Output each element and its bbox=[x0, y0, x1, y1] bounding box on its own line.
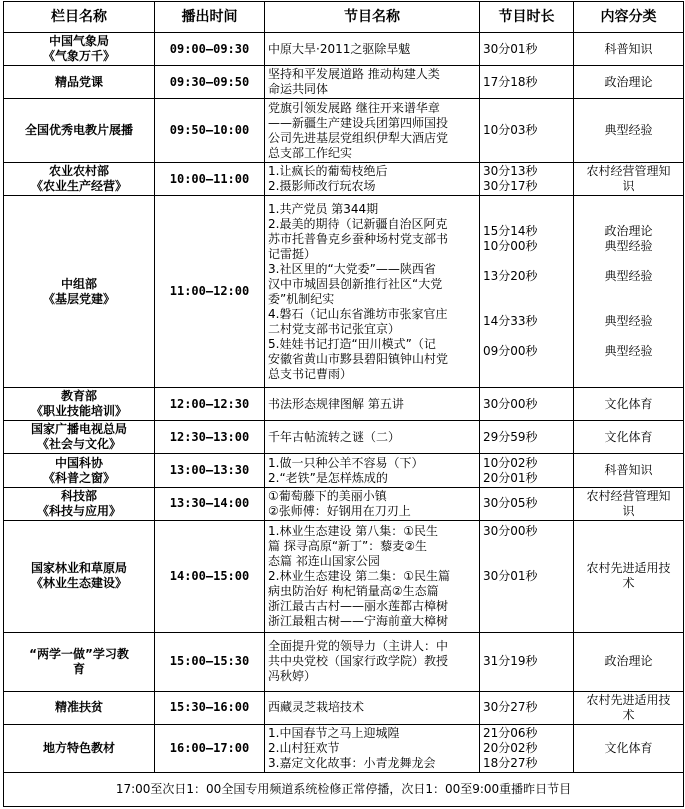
cell-line: 中国科协 bbox=[54, 455, 103, 470]
cell-line: 1.让疯长的葡萄枝绝后 bbox=[268, 164, 388, 179]
cell-line: 苏市托普鲁克乡蚕种场村党支部书 bbox=[268, 231, 449, 246]
cell-column-name bbox=[4, 196, 155, 388]
cell-air-time bbox=[155, 163, 265, 196]
cell-line: 冯秋婷） bbox=[268, 669, 317, 684]
cell-line: 共中央党校（国家行政学院）教授 bbox=[268, 654, 449, 669]
cell-line: 中原大旱·2011之驱除旱魃 bbox=[268, 41, 411, 56]
cell-line: 2.林业生态建设 第二集：①民生篇 bbox=[268, 568, 451, 583]
cell-line: ——新疆生产建设兵团第四师国投 bbox=[268, 115, 449, 130]
cell-line: 典型经验 bbox=[604, 344, 653, 359]
cell-duration bbox=[480, 454, 574, 487]
cell-line: 典型经验 bbox=[604, 123, 653, 138]
cell-line: 09:00—09:30 bbox=[169, 41, 250, 56]
cell-line: 31分19秒 bbox=[483, 654, 538, 669]
cell-line bbox=[577, 254, 680, 269]
cell-column-name bbox=[4, 66, 155, 99]
cell-line: 3.嘉定文化故事：小青龙舞龙会 bbox=[268, 755, 436, 770]
table-row bbox=[4, 487, 684, 520]
cell-duration bbox=[480, 33, 574, 66]
cell-line: 教育部 bbox=[60, 389, 97, 404]
cell-line bbox=[577, 299, 680, 314]
cell-line: 2.最美的期待（记新疆自治区阿克 bbox=[268, 216, 448, 231]
cell-duration bbox=[480, 724, 574, 772]
cell-duration bbox=[480, 421, 574, 454]
cell-line: 文化体育 bbox=[604, 740, 653, 755]
cell-air-time bbox=[155, 388, 265, 421]
cell-column-name bbox=[4, 421, 155, 454]
cell-air-time bbox=[155, 66, 265, 99]
cell-line: 西藏灵芝栽培技术 bbox=[268, 700, 365, 715]
cell-line: 2.山村狂欢节 bbox=[268, 740, 340, 755]
cell-line: 书法形态规律图解 第五讲 bbox=[268, 396, 404, 411]
cell-program-name bbox=[265, 33, 480, 66]
cell-line: 20分01秒 bbox=[483, 470, 538, 485]
cell-category bbox=[574, 691, 684, 724]
cell-line: 坚持和平发展道路 推动构建人类 bbox=[268, 67, 440, 82]
cell-program-name bbox=[265, 196, 480, 388]
cell-line bbox=[483, 299, 570, 314]
cell-program-name bbox=[265, 632, 480, 691]
cell-line: 全面提升党的领导力（主讲人：中 bbox=[268, 639, 449, 654]
cell-air-time bbox=[155, 99, 265, 163]
cell-air-time bbox=[155, 33, 265, 66]
cell-category bbox=[574, 66, 684, 99]
cell-line: 农村经营管理知 bbox=[586, 164, 671, 179]
cell-duration bbox=[480, 99, 574, 163]
cell-air-time bbox=[155, 632, 265, 691]
cell-line: 17分18秒 bbox=[483, 74, 538, 89]
cell-program-name bbox=[265, 163, 480, 196]
cell-line bbox=[483, 584, 570, 599]
cell-line: 30分00秒 bbox=[483, 396, 538, 411]
cell-line: 《基层党建》 bbox=[42, 291, 115, 306]
cell-line: 29分59秒 bbox=[483, 429, 538, 444]
cell-line: ①葡萄藤下的美丽小镇 bbox=[268, 488, 387, 503]
cell-line: 20分02秒 bbox=[483, 740, 538, 755]
cell-line: 13:00—13:30 bbox=[169, 463, 250, 477]
cell-line: 政治理论 bbox=[604, 224, 653, 239]
cell-duration bbox=[480, 66, 574, 99]
cell-duration bbox=[480, 196, 574, 388]
table-row bbox=[4, 66, 684, 99]
cell-duration bbox=[480, 487, 574, 520]
table-row bbox=[4, 99, 684, 163]
cell-line: 病虫防治好 枸杞销量高②生态篇 bbox=[268, 583, 439, 598]
cell-line: 5.娃娃书记打造“田川模式”（记 bbox=[268, 336, 436, 351]
cell-line: 《农业生产经营》 bbox=[30, 179, 127, 194]
cell-line: 13:30—14:00 bbox=[169, 496, 250, 511]
cell-line: 1.共产党员 第344期 bbox=[268, 201, 379, 216]
cell-line: 30分01秒 bbox=[483, 568, 538, 583]
table-row bbox=[4, 724, 684, 772]
cell-program-name bbox=[265, 520, 480, 632]
cell-category bbox=[574, 163, 684, 196]
cell-line: 总支书记曹雨） bbox=[268, 366, 353, 381]
cell-duration bbox=[480, 632, 574, 691]
cell-program-name bbox=[265, 388, 480, 421]
cell-line: 《职业技能培训》 bbox=[30, 404, 127, 419]
table-row bbox=[4, 632, 684, 691]
cell-line: 典型经验 bbox=[604, 314, 653, 329]
cell-line: 30分00秒 bbox=[483, 523, 538, 538]
cell-line bbox=[483, 614, 570, 629]
cell-line: 09:50—10:00 bbox=[169, 123, 250, 138]
cell-line: 农村先进适用技 bbox=[586, 692, 671, 707]
cell-air-time bbox=[155, 421, 265, 454]
table-row bbox=[4, 196, 684, 388]
cell-line: 14分33秒 bbox=[483, 314, 538, 329]
footer-row bbox=[4, 773, 684, 807]
cell-line: 13分20秒 bbox=[483, 269, 538, 284]
cell-line: 10分03秒 bbox=[483, 123, 538, 138]
cell-line: 《社会与文化》 bbox=[36, 437, 121, 452]
cell-line: 典型经验 bbox=[604, 269, 653, 284]
cell-category bbox=[574, 388, 684, 421]
header-air-time: 播出时间 bbox=[155, 2, 265, 33]
cell-line bbox=[483, 329, 570, 344]
cell-column-name bbox=[4, 163, 155, 196]
cell-line: 30分05秒 bbox=[483, 496, 538, 511]
cell-line bbox=[483, 539, 570, 554]
cell-line: 文化体育 bbox=[604, 396, 653, 411]
cell-column-name bbox=[4, 388, 155, 421]
cell-line: 委”机制纪实 bbox=[268, 291, 335, 306]
cell-category bbox=[574, 454, 684, 487]
cell-line: 《气象万千》 bbox=[42, 49, 115, 64]
cell-duration bbox=[480, 520, 574, 632]
cell-column-name bbox=[4, 724, 155, 772]
cell-line: 10分00秒 bbox=[483, 239, 538, 254]
cell-line bbox=[577, 284, 680, 299]
cell-line: 浙江最粗古树——宁海前童大樟树 bbox=[268, 613, 449, 628]
cell-line bbox=[483, 599, 570, 614]
table-row bbox=[4, 163, 684, 196]
cell-line: 典型经验 bbox=[604, 239, 653, 254]
cell-category bbox=[574, 632, 684, 691]
cell-line: 16:00—17:00 bbox=[169, 740, 250, 755]
cell-line: 农村经营管理知 bbox=[586, 488, 671, 503]
cell-line: 记雷挺） bbox=[268, 246, 317, 261]
cell-line: 国家林业和草原局 bbox=[30, 561, 127, 576]
cell-line: 12:30—13:00 bbox=[169, 429, 250, 444]
cell-line bbox=[483, 284, 570, 299]
table-row bbox=[4, 33, 684, 66]
cell-line: 《科技与应用》 bbox=[36, 503, 121, 518]
cell-column-name bbox=[4, 33, 155, 66]
cell-line: 篇 探寻高原“新丁”：藜麦②生 bbox=[268, 538, 428, 553]
cell-category bbox=[574, 99, 684, 163]
schedule-table bbox=[3, 1, 684, 807]
cell-line: 政治理论 bbox=[604, 74, 653, 89]
cell-line: 态篇 祁连山国家公园 bbox=[268, 553, 380, 568]
header-column-name: 栏目名称 bbox=[4, 2, 155, 33]
cell-line: 10分02秒 bbox=[483, 455, 538, 470]
table-row bbox=[4, 388, 684, 421]
cell-line: 30分13秒 bbox=[483, 164, 538, 179]
header-duration: 节目时长 bbox=[480, 2, 574, 33]
cell-line: 全国优秀电教片展播 bbox=[24, 123, 133, 138]
cell-line: 3.社区里的“大党委”——陕西省 bbox=[268, 261, 436, 276]
cell-line: 09分00秒 bbox=[483, 344, 538, 359]
cell-column-name bbox=[4, 520, 155, 632]
cell-line: 12:00—12:30 bbox=[169, 396, 250, 411]
cell-line: 30分27秒 bbox=[483, 700, 538, 715]
cell-program-name bbox=[265, 724, 480, 772]
header-category: 内容分类 bbox=[574, 2, 684, 33]
cell-line: 2.“老铁”是怎样炼成的 bbox=[268, 470, 388, 485]
cell-line: 科普知识 bbox=[604, 463, 653, 477]
cell-category bbox=[574, 421, 684, 454]
cell-line: 国家广播电视总局 bbox=[30, 422, 127, 437]
cell-line: 4.磐石（记山东省潍坊市张家官庄 bbox=[268, 306, 448, 321]
cell-line: 30分17秒 bbox=[483, 179, 538, 194]
cell-line: 10:00—11:00 bbox=[169, 171, 250, 186]
cell-column-name bbox=[4, 454, 155, 487]
cell-duration bbox=[480, 691, 574, 724]
cell-category bbox=[574, 196, 684, 388]
cell-column-name bbox=[4, 632, 155, 691]
cell-line: 《林业生态建设》 bbox=[30, 576, 127, 591]
cell-line: 1.中国春节之马上迎城隍 bbox=[268, 725, 400, 740]
cell-category bbox=[574, 724, 684, 772]
cell-line: 党旗引领发展路 继往开来谱华章 bbox=[268, 100, 440, 115]
table-row bbox=[4, 520, 684, 632]
cell-program-name bbox=[265, 454, 480, 487]
cell-line: 总支部工作纪实 bbox=[268, 145, 353, 160]
header-row bbox=[4, 2, 684, 33]
cell-line: “两学一做”学习教 bbox=[29, 646, 129, 661]
cell-line: 09:30—09:50 bbox=[169, 74, 250, 89]
cell-air-time bbox=[155, 691, 265, 724]
cell-line: 《科普之窗》 bbox=[42, 470, 115, 485]
cell-program-name bbox=[265, 487, 480, 520]
cell-line: 21分06秒 bbox=[483, 725, 538, 740]
cell-air-time bbox=[155, 724, 265, 772]
cell-line: 科技部 bbox=[60, 488, 97, 503]
cell-category bbox=[574, 520, 684, 632]
cell-line: ②张师傅：好钢用在刀刃上 bbox=[268, 503, 411, 518]
cell-line bbox=[483, 254, 570, 269]
cell-duration bbox=[480, 163, 574, 196]
cell-line: 地方特色教材 bbox=[42, 740, 115, 755]
cell-air-time bbox=[155, 520, 265, 632]
cell-line: 中组部 bbox=[60, 276, 97, 291]
cell-air-time bbox=[155, 454, 265, 487]
cell-line: 11:00—12:00 bbox=[169, 284, 250, 299]
table-row bbox=[4, 421, 684, 454]
cell-line: 识 bbox=[622, 179, 635, 194]
cell-line: 二村党支部书记张宜京） bbox=[268, 321, 401, 336]
cell-line: 18分27秒 bbox=[483, 755, 538, 770]
cell-program-name bbox=[265, 691, 480, 724]
cell-line: 14:00—15:00 bbox=[169, 568, 250, 583]
cell-category bbox=[574, 33, 684, 66]
cell-line: 15分14秒 bbox=[483, 224, 538, 239]
header-program-name: 节目名称 bbox=[265, 2, 480, 33]
cell-line: 中国气象局 bbox=[48, 34, 109, 49]
cell-line: 汉中市城固县创新推行社区“大党 bbox=[268, 276, 443, 291]
cell-line: 政治理论 bbox=[604, 654, 653, 669]
footer-note: 17:00至次日1：00全国专用频道系统检修正常停播，次日1：00至9:00重播昨日节目 bbox=[4, 773, 684, 807]
cell-line bbox=[577, 329, 680, 344]
cell-program-name bbox=[265, 66, 480, 99]
cell-category bbox=[574, 487, 684, 520]
cell-line: 2.摄影师改行玩农场 bbox=[268, 179, 376, 194]
cell-line: 公司先进基层党组织伊犁大酒店党 bbox=[268, 130, 449, 145]
cell-line: 精品党课 bbox=[54, 74, 103, 89]
cell-column-name bbox=[4, 487, 155, 520]
cell-line: 15:30—16:00 bbox=[169, 700, 250, 715]
cell-line: 安徽省黄山市黟县碧阳镇钟山村党 bbox=[268, 351, 449, 366]
cell-line: 命运共同体 bbox=[268, 82, 329, 97]
cell-line: 千年古帖流转之谜（二） bbox=[268, 429, 401, 444]
cell-line: 1.做一只种公羊不容易（下） bbox=[268, 455, 424, 470]
cell-column-name bbox=[4, 691, 155, 724]
schedule-body bbox=[4, 33, 684, 773]
cell-line: 浙江最古古村——丽水莲都古樟树 bbox=[268, 598, 449, 613]
cell-air-time bbox=[155, 487, 265, 520]
cell-program-name bbox=[265, 99, 480, 163]
cell-line: 术 bbox=[622, 576, 635, 591]
cell-line: 术 bbox=[622, 707, 635, 722]
cell-program-name bbox=[265, 421, 480, 454]
cell-line: 农村先进适用技 bbox=[586, 561, 671, 576]
cell-column-name bbox=[4, 99, 155, 163]
cell-line: 科普知识 bbox=[604, 41, 653, 56]
table-row bbox=[4, 454, 684, 487]
cell-line: 文化体育 bbox=[604, 429, 653, 444]
cell-line: 15:00—15:30 bbox=[169, 654, 250, 669]
cell-line bbox=[483, 554, 570, 569]
table-row bbox=[4, 691, 684, 724]
cell-line: 1.林业生态建设 第八集：①民生 bbox=[268, 523, 439, 538]
cell-line: 育 bbox=[72, 661, 85, 676]
cell-line: 精准扶贫 bbox=[54, 700, 103, 715]
cell-line: 农业农村部 bbox=[48, 164, 109, 179]
cell-line: 30分01秒 bbox=[483, 41, 538, 56]
cell-duration bbox=[480, 388, 574, 421]
cell-air-time bbox=[155, 196, 265, 388]
cell-line: 识 bbox=[622, 503, 635, 518]
